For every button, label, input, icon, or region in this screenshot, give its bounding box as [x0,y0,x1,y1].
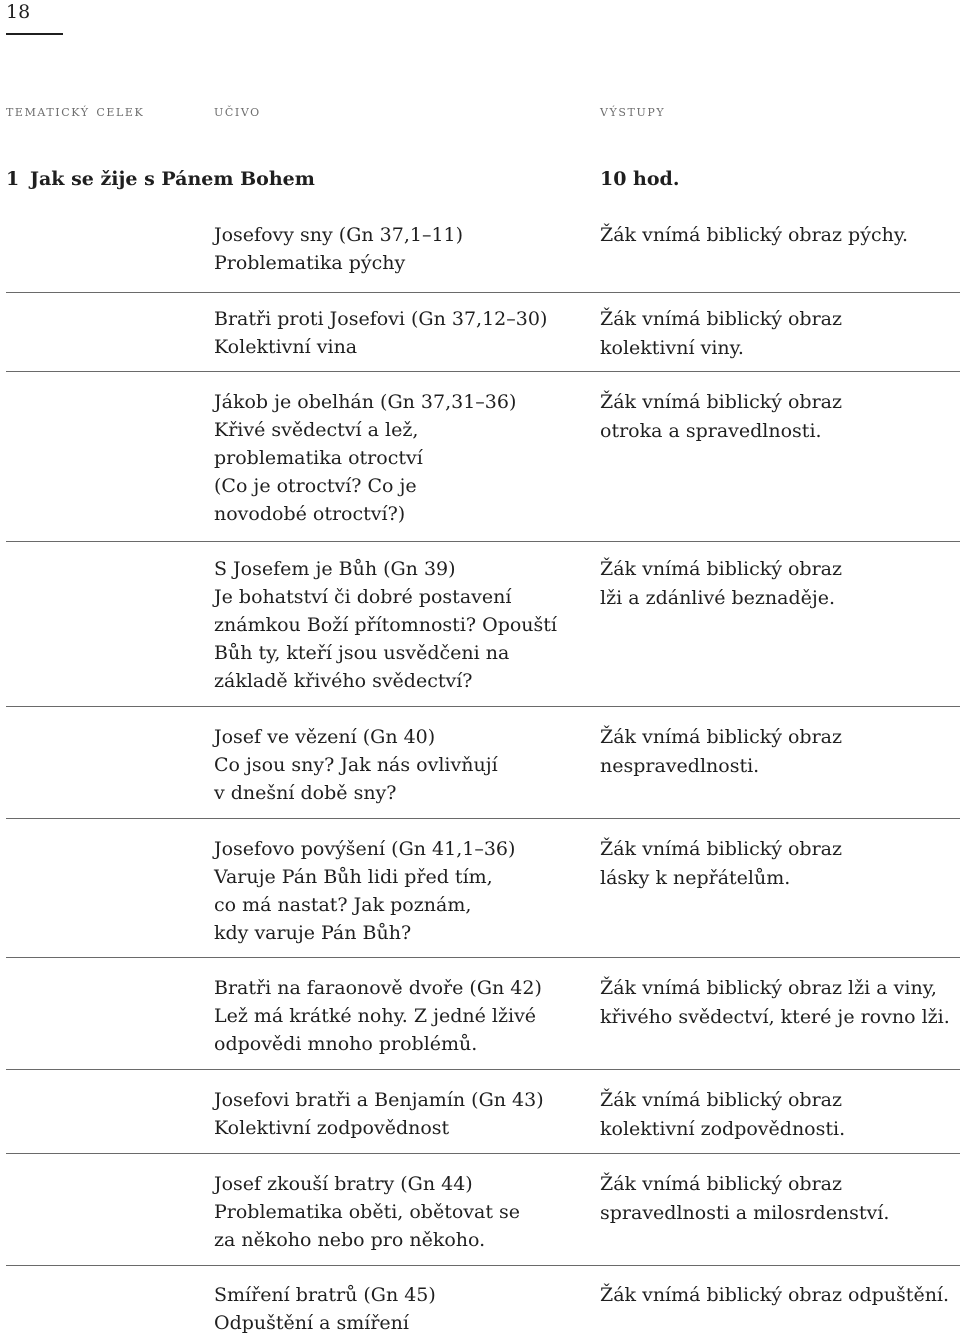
row-divider [6,1153,960,1154]
row-divider [6,1069,960,1070]
vystup-line: Žák vnímá biblický obraz pýchy. [600,224,909,246]
ucivo-cell [214,221,574,277]
vystup-line: Žák vnímá biblický obraz [600,838,843,860]
ucivo-line: v dnešní době sny? [214,782,397,804]
ucivo-line: Křivé svědectví a lež, [214,419,419,441]
ucivo-cell [214,974,574,1058]
ucivo-line: odpovědi mnoho problémů. [214,1033,478,1055]
ucivo-line: Smíření bratrů (Gn 45) [214,1284,436,1306]
vystup-cell [600,221,955,250]
vystup-line: Žák vnímá biblický obraz [600,558,843,580]
ucivo-line: Josefovi bratři a Benjamín (Gn 43) [214,1089,544,1111]
vystup-line: Žák vnímá biblický obraz odpuštění. [600,1284,950,1306]
vystup-cell [600,723,955,781]
ucivo-line: Bratři na faraonově dvoře (Gn 42) [214,977,542,999]
ucivo-line: Josef zkouší bratry (Gn 44) [214,1173,473,1195]
ucivo-line: Josefovy sny (Gn 37,1–11) [214,224,464,246]
vystup-line: Žák vnímá biblický obraz lži a viny, [600,977,937,999]
ucivo-line: základě křivého svědectví? [214,670,473,692]
ucivo-line: Lež má krátké nohy. Z jedné lživé [214,1005,537,1027]
vystup-cell [600,305,955,363]
ucivo-line: Problematika oběti, obětovat se [214,1201,521,1223]
vystup-line: Žák vnímá biblický obraz [600,308,843,330]
vystup-cell [600,1086,955,1144]
section-title: Jak se žije s Pánem Bohem [30,168,315,190]
row-divider [6,818,960,819]
page-number-rule [6,33,63,35]
header-ucivo: učivo [214,101,261,120]
ucivo-line: Josefovo povýšení (Gn 41,1–36) [214,838,516,860]
vystup-line: kolektivní zodpovědnosti. [600,1118,846,1140]
ucivo-line: Je bohatství či dobré postavení [214,586,512,608]
ucivo-cell [214,388,574,528]
vystup-line: otroka a spravedlnosti. [600,420,822,442]
vystup-line: nespravedlnosti. [600,755,760,777]
section-number: 1 [6,168,20,190]
ucivo-line: Problematika pýchy [214,252,406,274]
section-hours: 10 hod. [600,168,680,190]
vystup-line: Žák vnímá biblický obraz [600,1089,843,1111]
ucivo-line: problematika otroctví [214,447,423,469]
vystup-line: křivého svědectví, které je rovno lži. [600,1006,950,1028]
vystup-line: spravedlnosti a milosrdenství. [600,1202,890,1224]
vystup-cell [600,388,955,446]
page-number: 18 [6,1,31,23]
header-vystupy: výstupy [600,101,666,120]
header-tematicky-celek: tematický celek [6,101,145,120]
row-divider [6,1265,960,1266]
ucivo-line: Jákob je obelhán (Gn 37,31–36) [214,391,517,413]
ucivo-line: S Josefem je Bůh (Gn 39) [214,558,456,580]
row-divider [6,371,960,372]
vystup-line: lži a zdánlivé beznaděje. [600,587,836,609]
ucivo-cell [214,1170,574,1254]
row-divider [6,957,960,958]
row-divider [6,706,960,707]
ucivo-line: Kolektivní zodpovědnost [214,1117,450,1139]
vystup-cell [600,1281,955,1310]
ucivo-line: novodobé otroctví?) [214,503,406,525]
ucivo-line: Co jsou sny? Jak nás ovlivňují [214,754,498,776]
ucivo-line: za někoho nebo pro někoho. [214,1229,486,1251]
vystup-cell [600,974,955,1032]
ucivo-cell [214,723,574,807]
ucivo-line: Kolektivní vina [214,336,358,358]
ucivo-line: co má nastat? Jak poznám, [214,894,472,916]
row-divider [6,541,960,542]
ucivo-line: Bůh ty, kteří jsou usvědčeni na [214,642,510,664]
vystup-cell [600,1170,955,1228]
ucivo-cell [214,555,574,695]
ucivo-cell [214,1086,574,1142]
vystup-cell [600,835,955,893]
ucivo-line: (Co je otroctví? Co je [214,475,417,497]
ucivo-line: Odpuštění a smíření [214,1312,409,1334]
row-divider [6,292,960,293]
ucivo-cell [214,1281,574,1337]
ucivo-cell [214,835,574,947]
ucivo-line: kdy varuje Pán Bůh? [214,922,412,944]
ucivo-cell [214,305,574,361]
ucivo-line: Bratři proti Josefovi (Gn 37,12–30) [214,308,548,330]
vystup-cell [600,555,955,613]
vystup-line: Žák vnímá biblický obraz [600,1173,843,1195]
ucivo-line: Varuje Pán Bůh lidi před tím, [214,866,493,888]
ucivo-line: známkou Boží přítomnosti? Opouští [214,614,558,636]
vystup-line: kolektivní viny. [600,337,744,359]
vystup-line: Žák vnímá biblický obraz [600,726,843,748]
ucivo-line: Josef ve vězení (Gn 40) [214,726,436,748]
vystup-line: Žák vnímá biblický obraz [600,391,843,413]
vystup-line: lásky k nepřátelům. [600,867,791,889]
